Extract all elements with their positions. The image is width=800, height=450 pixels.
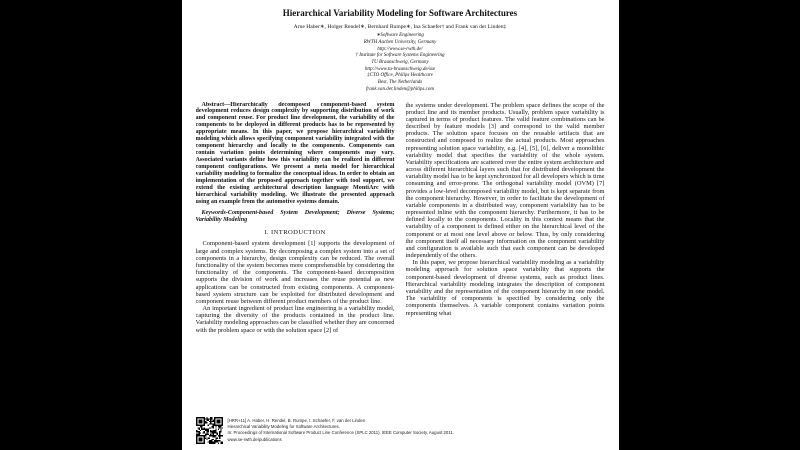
- paper-page: [182, 0, 619, 450]
- citation-line-authors: [HRR+11] A. Haber, H. Rendel, B. Rumpe, I. Schaefer, F. van der Linden: [227, 418, 366, 423]
- right-column: [406, 102, 605, 413]
- affiliation-line: ∗Software Engineering: [376, 33, 424, 39]
- citation-block: [228, 417, 454, 443]
- intro-paragraph-1: Component-based system development [1] supports the development of large and complex systems. By decomposing a complex system into a set of components in a hierarchy, design complexity can be reduced. The overall functionality of the system becomes more comprehensible by considering the functionality of the components. The component-based decomposition supports the division of work and increases the reuse potential as new applications can be constructed from existing components. A component-based system structure can be exploited for distributed development and component reuse between different product members of the product line.: [195, 240, 395, 305]
- two-column-body: [196, 102, 605, 413]
- citation-line-venue: In: Proceedings of International Software Product Line Conference (SPLC 2011). IEEE Computer Society, August 2011.: [227, 430, 454, 436]
- qr-code: [196, 417, 223, 444]
- intro-paragraph-3: In this paper, we propose hierarchical variability modeling as a variability modeling approach for solution space variability that supports the component-based development of diverse systems, such as product lines. Hierarchical variability modeling integrates the description of component variability and the representation of the component hierarchy in one model. The variability of components is specified by considering only the components themselves. A variable component contains variation points representing what: [405, 259, 605, 317]
- intro-paragraph-2-continued: the systems under development. The problem space defines the scope of the product line and its member products. Usually, problem space variability is captured in terms of product features. The valid feature combinations can be described by feature models [3] and correspond to the valid member products. The solution space focuses on the reusable artifacts that are constructed and composed to realize the actual products. Most approaches representing solution space variability, e.g. [4], [5], [6], deliver a monolithic variability model that specifies the variability of the whole system. Variability specifications are scattered over the entire system architecture and across different hierarchical layers such that for distributed development the variability model has to be kept synchronized for all developers which is time consuming and error-prone. The orthogonal variability model (OVM) [7] provides a low-level decomposed variability model, but is kept separate from the component hierarchy. However, in order to facilitate the development of variable components in a distributed way, component variability has to be represented inline with the component hierarchy. Furthermore, it has to be defined locally to the components. Locality in this context means that the variability of a component is defined either on the hierarchical level of the component or at most one level above or below. Thus, by only considering the component itself all necessary information on the component variability and configuration is available such that each component can be developed independently of the others.: [405, 101, 605, 260]
- abstract-paragraph: Abstract—Hierarchically decomposed component-based system development reduces design complexity by supporting distribution of work and component reuse. For product line development, the variability of the components to be deployed in different products has to be represented by appropriate means. In this paper, we propose hierarchical variability modeling which allows specifying component variability integrated with the component hierarchy and locally to the components. Components can contain variation points determining where components may vary. Associated variants define how this variability can be realized in different component configurations. We present a meta model for hierarchical variability modeling to formalize the conceptual ideas. In order to obtain an implementation of the proposed approach together with tool support, we extend the existing architectural description language MontiArc with hierarchical variability modeling. We illustrate the presented approach using an example from the automotive systems domain.: [195, 101, 395, 205]
- section-heading-introduction: I. INTRODUCTION: [264, 229, 326, 237]
- affiliation-url: http://www.tu-braunschweig.de/sse: [364, 66, 436, 72]
- citation-line-title: Hierarchical Variability Modeling for Software Architectures.: [227, 424, 340, 430]
- affiliation-line: † Institute for Software Systems Engineering: [355, 53, 445, 59]
- intro-paragraph-2: An important ingredient of product line engineering is a variability model, capturing the diversity of the products contained in the product line. Variability modeling approaches can be classified whether they are concerned with the problem space or with the solution space [2] of: [195, 305, 395, 334]
- affiliation-line: TU Braunschweig, Germany: [371, 60, 429, 66]
- affiliation-line: RWTH Aachen University, Germany: [363, 40, 437, 46]
- paper-title: Hierarchical Variability Modeling for Software Architectures: [282, 8, 518, 18]
- affiliation-line: Best, The Netherlands: [377, 80, 423, 86]
- citation-footer: [196, 413, 605, 444]
- citation-line-url: www.se-rwth.de/publications: [227, 436, 282, 442]
- affiliation-email: frank.van.der.linden@philips.com: [366, 86, 434, 92]
- affiliation-line: ‡CTO Office, Philips Healthcare: [367, 73, 433, 79]
- keywords-paragraph: Keywords-Component-based System Development; Diverse Systems; Variability Modeling: [195, 209, 395, 223]
- affiliation-url: http://www.se-rwth.de/: [377, 46, 423, 52]
- left-column: [196, 102, 395, 413]
- authors-line: Arne Haber∗, Holger Rendel∗, Bernhard Rumpe∗, Ina Schaefer† and Frank van der Linden‡: [293, 24, 507, 31]
- affiliations-block: [196, 33, 605, 93]
